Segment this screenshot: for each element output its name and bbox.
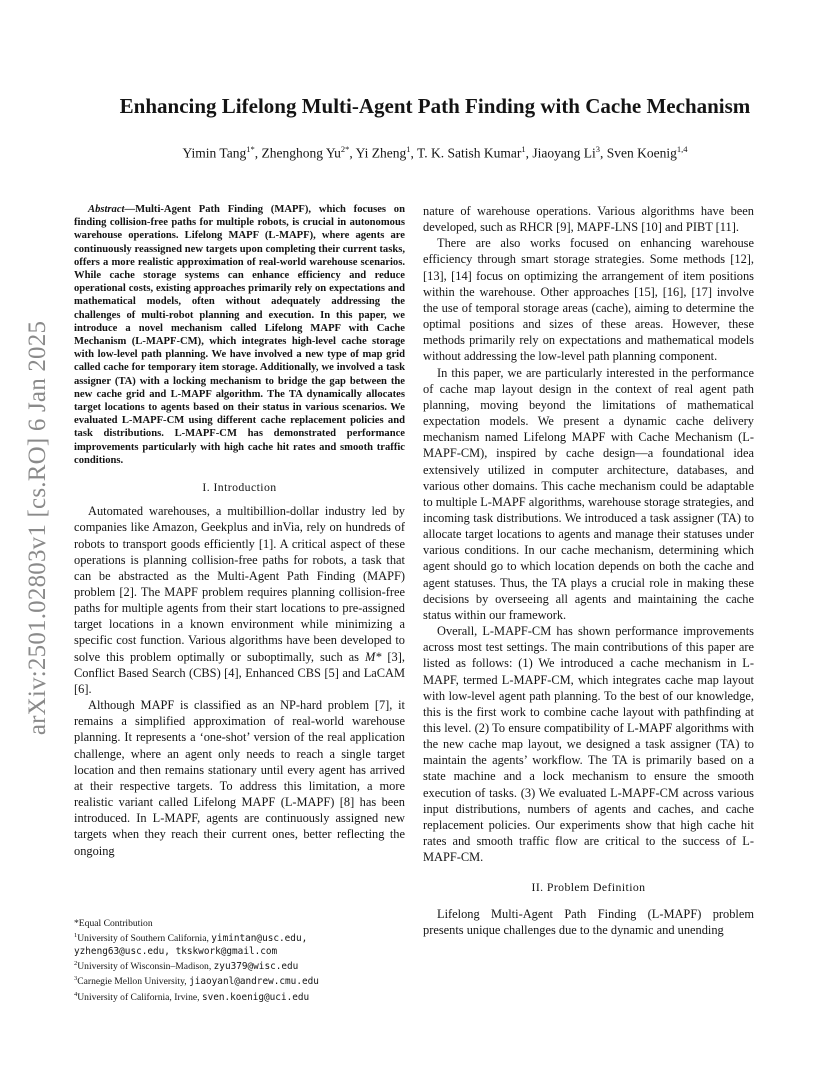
author-affiliation: 1* [246,144,255,154]
left-column [74,203,405,859]
m-star-symbol: M* [364,649,382,664]
right-column [423,203,754,938]
abstract-lead: Abstract [88,204,125,215]
footnote-equal-contribution: *Equal Contribution [74,918,153,929]
intro-paragraph-2: Although MAPF is classified as an NP-hard problem [7], it remains a simplified approximation of real-world warehouse planning. It represents a ‘one-shot’ version of the real application challenge, where an agent only needs to reach a single target location and then remains stationary until every agent has arrived at their respective targets. To address this limitation, a more realistic variant called Lifelong MAPF (L-MAPF) [8] has been introduced. In L-MAPF, agents are continuously assigned new targets when they reach their current ones, better reflecting the ongoing [74,698,405,858]
footnotes [74,918,405,1004]
intro-paragraph-4: There are also works focused on enhancing warehouse efficiency through smart storage strategies. Some methods [12], [13], [14] focus on optimizing the arrangement of item positions within the warehouse. Other approaches [15], [16], [17] involve the use of temporal storage areas (cache), aiming to determine the optimal positions and sizes of these areas. However, these methods primarily rely on expectations and mathematical models without addressing the low-level path planning component. [423,236,754,364]
problem-paragraph-1: Lifelong Multi-Agent Path Finding (L-MAPF) problem presents unique challenges due to the dynamic and unending [423,906,754,937]
footnote-1-continued [74,946,405,958]
author-name: Yi Zheng [355,145,407,161]
author-name: Zhenghong Yu [261,145,341,161]
section-heading-problem-definition: II. Problem Definition [531,880,646,895]
intro-paragraph-1: Automated warehouses, a multibillion-dollar industry led by companies like Amazon, Geekplus and inVia, rely on hundreds of robots to transport goods efficiently [1]. A critical aspect of these operations is planning collision-free paths for robots, a task that can be abstracted as the Multi-Agent Path Finding (MAPF) problem [2]. The MAPF problem requires planning collision-free paths for multiple agents from their start locations to pre-assigned target locations in a known environment while minimizing a specific cost function. Various algorithms have been developed to solve this problem optimally or suboptimally, such as M* [3], Conflict Based Search (CBS) [4], Enhanced CBS [5] and LaCAM [6]. [74,504,405,696]
arxiv-identifier [18,296,58,760]
author-name: Yimin Tang [182,145,247,161]
author-list: Yimin Tang$^{1*}$, Zhenghong $Yu^{2*}$, Yi Zheng$^1$, T. K. Satish Kumar$^1$, Jiaoyang Li$^3$, Sven Koenig$^{1,4}$ [182,144,688,161]
arxiv-identifier-text: arXiv:2501.02803v1 [cs.RO] 6 Jan 2025 [24,320,52,736]
abstract [74,203,405,467]
intro-paragraph-6: Overall, L-MAPF-CM has shown performance improvements across most test settings. The main contributions of this paper are listed as follows: (1) We introduced a cache mechanism in L-MAPF, termed L-MAPF-CM, which integrates cache map layout with low-level agent path planning. To the best of our knowledge, this is the first work to combine cache layout with pathfinding at this level. (2) To ensure compatibility of L-MAPF algorithms with the new cache map layout, we designed a task assigner (TA) to maintain the agents’ workflow. The TA is primarily based on a state machine and a lock mechanism to ensure the smooth execution of tasks. (3) We evaluated L-MAPF-CM across various input distributions, numbers of agents and caches, and cache replacement policies. Our experiments show that high cache hit rates and smooth traffic flow are critical to the success of L-MAPF-CM. [423,624,754,865]
email-link[interactable]: zyu379@wisc.edu [213,960,299,972]
author-name: Sven Koenig [606,145,677,161]
footnote-3: $^3$Carnegie Mellon University, jiaoyanl@andrew.cmu.edu [74,975,319,988]
email-link[interactable]: yimintan@usc.edu, [211,933,308,945]
author-name: Jiaoyang Li [532,145,596,161]
author-name: T. K. Satish Kumar [416,145,522,161]
footnote-2: $^2$University of Wisconsin–Madison, zyu379@wisc.edu [74,959,299,972]
intro-paragraph-3: nature of warehouse operations. Various algorithms have been developed, such as RHCR [9], MAPF-LNS [10] and PIBT [11]. [423,204,754,235]
author-affiliation: 1 [406,144,411,154]
section-heading-introduction: I. Introduction [202,480,277,495]
footnote-4: $^4$University of California, Irvine, sven.koenig@uci.edu [74,990,310,1003]
email-link[interactable]: jiaoyanl@andrew.cmu.edu [189,976,319,988]
intro-paragraph-5: In this paper, we are particularly interested in the performance of cache map layout design in the context of real agent path planning, moving beyond the limitations of mathematical expectation models. We present a dynamic cache delivery mechanism named Lifelong MAPF with Cache Mechanism (L-MAPF-CM), inspired by cache design—a foundational idea extensively utilized in computer architecture, databases, and various other domains. This cache mechanism could be adaptable to multiple L-MAPF algorithms, warehouse storage strategies, and incoming task distributions. We introduced a task assigner (TA) to allocate target locations to agents and manage their statuses under various conditions. In our cache mechanism, determining which agent should go to which location depends on both the cache and agent statuses. Thus, the TA plays a crucial role in making these decisions by overseeing all agents and maintaining the cache status within our framework. [423,365,754,622]
footnote-1: $^1$University of Southern California, yimintan@usc.edu, [74,932,308,945]
author-affiliation: 1 [521,144,526,154]
author-affiliation: 2* [340,144,350,154]
email-link[interactable]: sven.koenig@uci.edu [201,991,310,1003]
author-affiliation: 1,4 [676,144,688,154]
abstract-text: —Multi-Agent Path Finding (MAPF), which focuses on finding collision-free paths for multiple robots, is crucial in autonomous warehouse operations. Lifelong MAPF (L-MAPF), where agents are continuously reassigned new targets upon completing their current tasks, offers a more realistic approximation of real-world warehouse scenarios. While cache storage systems can enhance efficiency and reduce operational costs, existing approaches primarily rely on expectations and mathematical models, often without adequately addressing the challenges of multi-robot planning and execution. In this paper, we introduce a novel mechanism called Lifelong MAPF with Cache Mechanism (L-MAPF-CM), which integrates high-level cache storage with low-level path planning. We have involved a new type of map grid called cache for temporary item storage. Additionally, we involved a task assigner (TA) with a locking mechanism to bridge the gap between the new cache grid and L-MAPF algorithm. The TA dynamically allocates target locations to agents based on their status in various scenarios. We evaluated L-MAPF-CM using different cache replacement policies and task distributions. L-MAPF-CM has demonstrated performance improvements particularly with high cache hit rates and smooth traffic conditions. [74,204,405,466]
author-affiliation: 3 [595,144,600,154]
email-link[interactable]: yzheng63@usc.edu, tkskwork@gmail.com [74,945,278,957]
paper-title: Enhancing Lifelong Multi-Agent Path Finding with Cache Mechanism [119,94,751,118]
